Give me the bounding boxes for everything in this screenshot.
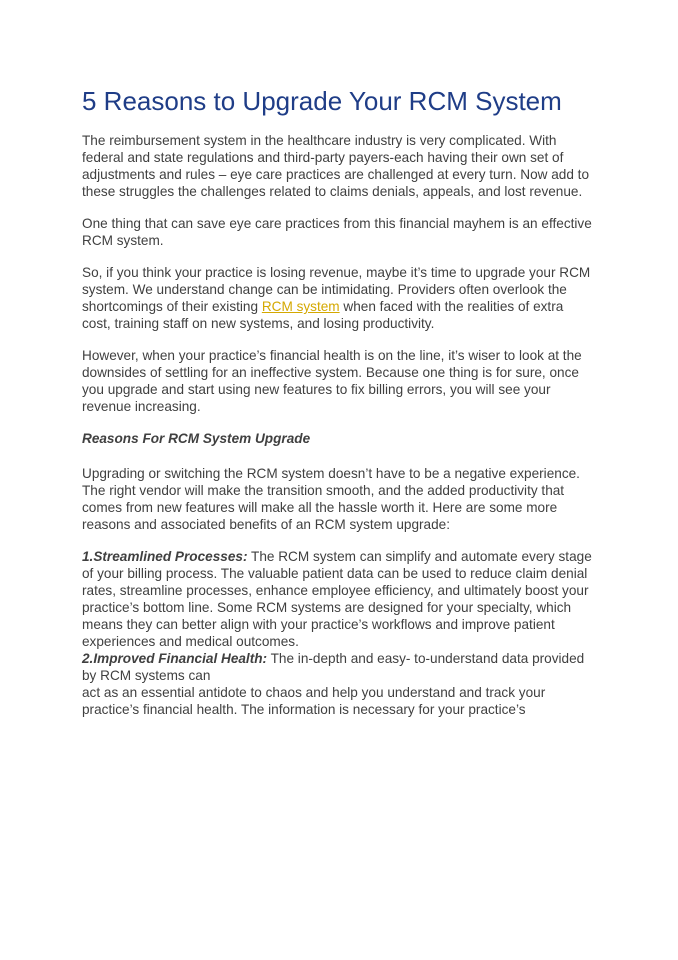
reason-item-2-heading: 2.Improved Financial Health: (82, 651, 268, 666)
reason-item-2 (82, 650, 592, 684)
upgrade-paragraph-text: So, if you think your practice is losing revenue, maybe it’s time to upgrade your RCM system. We understand change can be intimidating. Providers often overlook the shortcomings of their existing (82, 265, 591, 314)
section-heading: Reasons For RCM System Upgrade (82, 431, 311, 446)
upgrade-paragraph-text-end: when faced with the realities of extra cost, training staff on new systems, and losing productivity. (82, 299, 564, 331)
section-intro-paragraph: Upgrading or switching the RCM system doesn’t have to be a negative experience. The right vendor will make the transition smooth, and the added productivity that comes from new features will make all the hassle worth it. Here are some more reasons and associated benefits of an RCM system upgrade: (82, 466, 580, 532)
reason-item-1-heading: 1.Streamlined Processes: (82, 549, 248, 564)
page-title: 5 Reasons to Upgrade Your RCM System (82, 86, 562, 116)
rcm-paragraph: One thing that can save eye care practices from this financial mayhem is an effective RCM system. (82, 216, 592, 248)
rcm-system-link[interactable]: RCM system (261, 299, 340, 314)
reason-item-1-text: The RCM system can simplify and automate every stage of your billing process. The valuable patient data can be used to reduce claim denial rates, streamline processes, enhance employee efficiency, and ultimately boost your practice’s bottom line. Some RCM systems are designed for your specialty, which means they can better align with your practice’s workflows and improve patient experiences and medical outcomes. (82, 549, 592, 649)
upgrade-paragraph (82, 264, 592, 332)
intro-paragraph: The reimbursement system in the healthcare industry is very complicated. With federal and state regulations and third-party payers-each having their own set of adjustments and rules – eye care practices are challenged at every turn. Now add to these struggles the challenges related to claims denials, appeals, and lost revenue. (82, 133, 590, 199)
financial-health-paragraph: However, when your practice’s financial health is on the line, it’s wiser to look at the downsides of settling for an ineffective system. Because one thing is for sure, once you upgrade and start using new features to fix billing errors, you will see your revenue increasing. (82, 348, 582, 414)
reason-item-2-continuation: act as an essential antidote to chaos and help you understand and track your practice’s financial health. The information is necessary for your practice’s (82, 685, 546, 717)
document-content (82, 84, 592, 718)
reason-item-2-text: The in-depth and easy- to-understand data provided by RCM systems can (82, 651, 585, 683)
reason-item-1 (82, 548, 592, 650)
